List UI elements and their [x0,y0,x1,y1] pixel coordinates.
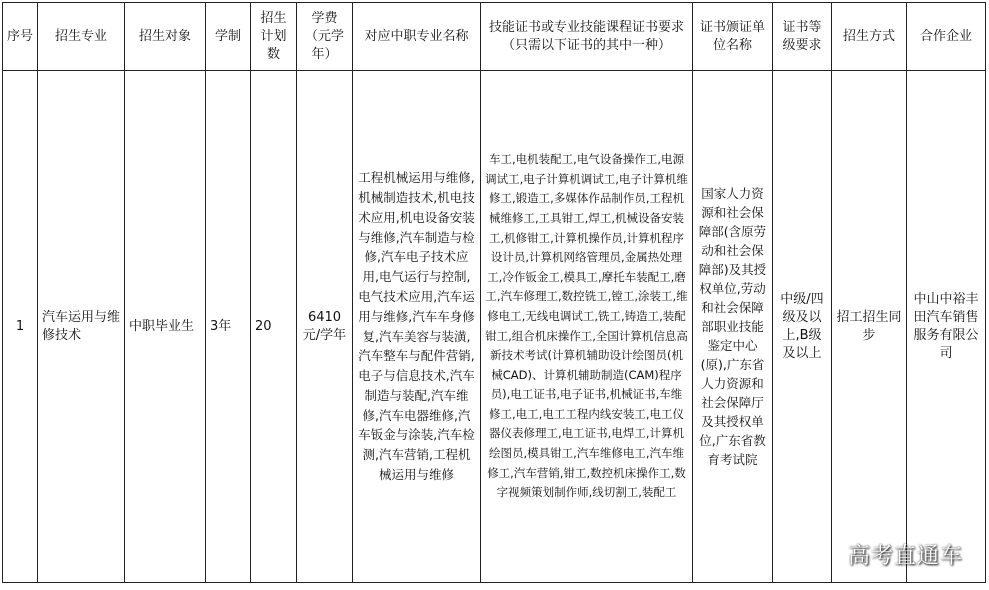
cell-level-requirement: 中级/四级及以上,B级及以上 [773,71,832,583]
header-duration: 学制 [206,3,251,71]
cell-target: 中职毕业生 [125,71,206,583]
header-issuer: 证书颁证单位名称 [693,3,773,71]
cell-partner: 中山中裕丰田汽车销售服务有限公司 [907,71,986,583]
cell-method: 招工招生同步 [832,71,907,583]
header-secondary-major: 对应中职专业名称 [353,3,481,71]
header-target: 招生对象 [125,3,206,71]
cell-duration: 3年 [206,71,251,583]
header-level-requirement: 证书等级要求 [773,3,832,71]
header-method: 招生方式 [832,3,907,71]
header-seq: 序号 [3,3,38,71]
cell-major: 汽车运用与维修技术 [38,71,125,583]
header-row [3,3,986,71]
header-plan: 招生计划数 [251,3,297,71]
header-major: 招生专业 [38,3,125,71]
header-cert-requirement: 技能证书或专业技能课程证书要求（只需以下证书的其中一种） [481,3,693,71]
header-fee: 学费（元学年） [297,3,353,71]
header-partner: 合作企业 [907,3,986,71]
table-row [3,71,986,583]
enrollment-table [2,2,986,583]
cell-secondary-major: 工程机械运用与维修,机械制造技术,机电技术应用,机电设备安装与维修,汽车制造与检修,汽车电子技术应用,电气运行与控制,电气技术应用,汽车运用与维修,汽车车身修复,汽车美容与装潢,汽车整车与配件营销,电子与信息技术,汽车制造与装配,汽车维修,汽车电器维修,汽车钣金与涂装,汽车检测,汽车营销,工程机械运用与维修 [353,71,481,583]
cell-issuer: 国家人力资源和社会保障部(含原劳动和社会保障部)及其授权单位,劳动和社会保障部职业技能鉴定中心(原),广东省人力资源和社会保障厅及其授权单位,广东省教育考试院 [693,71,773,583]
cell-fee: 6410元/学年 [297,71,353,583]
cell-seq: 1 [3,71,38,583]
watermark-text: 高考直通车 [847,544,963,569]
cell-cert-requirement: 车工,电机装配工,电气设备操作工,电源调试工,电子计算机调试工,电子计算机维修工,锻造工,多媒体作品制作员,工程机械维修工,工具钳工,焊工,机械设备安装工,机修钳工,计算机操作员,计算机程序设计员,计算机网络管理员,金属热处理工,冷作钣金工,模具工,摩托车装配工,磨工,汽车修理工,数控铣工,镗工,涂装工,维修电工,无线电调试工,铣工,铸造工,装配钳工,组合机床操作工,全国计算机信息高新技术考试(计算机辅助设计绘图员(机械CAD)、计算机辅助制造(CAM)程序员),电工证书,电子证书,机械证书,车维修工,电工,电工工程内线安装工,电工仪器仪表修理工,电工证书,电焊工,计算机绘图员,模具钳工,汽车维修电工,汽车维修工,汽车营销,钳工,数控机床操作工,数字视频策划制作师,线切割工,装配工 [481,71,693,583]
cell-plan: 20 [251,71,297,583]
